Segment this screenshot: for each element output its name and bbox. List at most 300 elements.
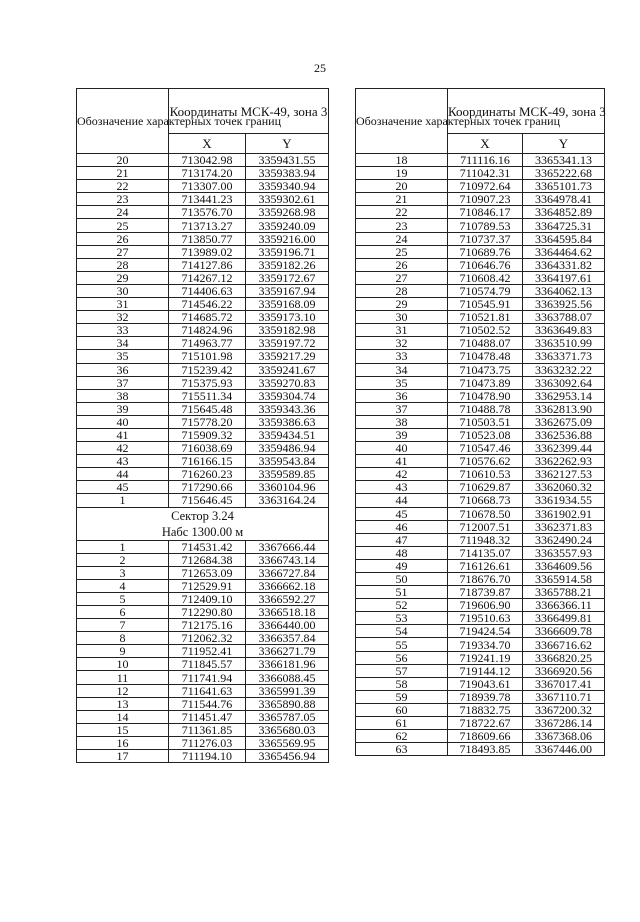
- coord-x: 711641.63: [169, 684, 246, 697]
- coord-x: 713713.27: [169, 219, 246, 232]
- table-row: [77, 736, 329, 749]
- coord-y: 3359182.98: [246, 324, 329, 337]
- coord-x: 715511.34: [169, 389, 246, 402]
- coord-x: 712684.38: [169, 553, 246, 566]
- table-row: [77, 494, 329, 507]
- point-number: 48: [356, 546, 448, 559]
- coord-x: 710547.46: [448, 442, 523, 455]
- coord-x: 710521.81: [448, 311, 523, 324]
- coord-y: 3364331.82: [523, 258, 605, 271]
- coord-y: 3359270.83: [246, 376, 329, 389]
- point-number: 53: [356, 612, 448, 625]
- coord-x: 715778.20: [169, 415, 246, 428]
- coord-y: 3359197.72: [246, 337, 329, 350]
- point-number: 10: [77, 658, 169, 671]
- coord-y: 3359304.74: [246, 389, 329, 402]
- table-row: [356, 167, 605, 180]
- coord-y: 3359196.71: [246, 245, 329, 258]
- point-number: 28: [77, 258, 169, 271]
- coord-x: 712409.10: [169, 592, 246, 605]
- point-number: 18: [356, 154, 448, 167]
- table-row: [77, 468, 329, 481]
- table-row: [77, 389, 329, 402]
- coord-x: 710473.75: [448, 363, 523, 376]
- coord-y: 3366088.45: [246, 671, 329, 684]
- table-row: [356, 612, 605, 625]
- coord-x: 719043.61: [448, 677, 523, 690]
- point-number: 19: [356, 167, 448, 180]
- coord-y: 3362675.09: [523, 415, 605, 428]
- header-y-label: Y: [523, 134, 605, 154]
- coord-x: 711194.10: [169, 750, 246, 763]
- table-row: [356, 337, 605, 350]
- coord-y: 3365341.13: [523, 154, 605, 167]
- point-number: 11: [77, 671, 169, 684]
- table-row: [356, 690, 605, 703]
- header-point-label: Обозначение характерных точек границ: [356, 89, 448, 154]
- point-number: 59: [356, 690, 448, 703]
- coord-y: 3366662.18: [246, 579, 329, 592]
- point-number: 5: [77, 592, 169, 605]
- point-number: 43: [356, 481, 448, 494]
- table-row: [356, 311, 605, 324]
- coord-x: 718609.66: [448, 730, 523, 743]
- coord-x: 710576.62: [448, 455, 523, 468]
- point-number: 35: [356, 376, 448, 389]
- table-row: [77, 750, 329, 763]
- point-number: 4: [77, 579, 169, 592]
- coord-y: 3364978.41: [523, 193, 605, 206]
- table-row: [356, 232, 605, 245]
- table-row: [77, 632, 329, 645]
- point-number: 33: [356, 350, 448, 363]
- point-number: 17: [77, 750, 169, 763]
- table-row: [356, 546, 605, 559]
- point-number: 40: [77, 415, 169, 428]
- table-row: [356, 193, 605, 206]
- header-coords-label: Координаты МСК-49, зона 3: [169, 89, 329, 134]
- coord-y: 3363649.83: [523, 324, 605, 337]
- point-number: 55: [356, 638, 448, 651]
- coord-y: 3359173.10: [246, 311, 329, 324]
- coord-y: 3366518.18: [246, 606, 329, 619]
- coord-x: 718676.70: [448, 573, 523, 586]
- coord-y: 3362060.32: [523, 481, 605, 494]
- coord-x: 713307.00: [169, 180, 246, 193]
- table-row: [77, 671, 329, 684]
- point-number: 54: [356, 625, 448, 638]
- coord-y: 3367110.71: [523, 690, 605, 703]
- header-coords-label: Координаты МСК-49, зона 3: [448, 89, 605, 134]
- coord-y: 3366920.56: [523, 664, 605, 677]
- page-number: 25: [314, 61, 326, 75]
- coord-x: 710907.23: [448, 193, 523, 206]
- coord-x: 711361.85: [169, 723, 246, 736]
- coord-y: 3359241.67: [246, 363, 329, 376]
- table-row: [356, 573, 605, 586]
- table-row: [356, 180, 605, 193]
- coord-x: 710545.91: [448, 298, 523, 311]
- coord-y: 3363371.73: [523, 350, 605, 363]
- coord-x: 716126.61: [448, 559, 523, 572]
- coord-x: 714135.07: [448, 546, 523, 559]
- point-number: 29: [356, 298, 448, 311]
- point-number: 23: [356, 219, 448, 232]
- point-number: 45: [356, 507, 448, 520]
- coord-y: 3363510.99: [523, 337, 605, 350]
- table-row: [77, 619, 329, 632]
- table-row: [356, 415, 605, 428]
- coord-x: 712175.16: [169, 619, 246, 632]
- point-number: 7: [77, 619, 169, 632]
- table-row: [356, 271, 605, 284]
- coord-x: 711042.31: [448, 167, 523, 180]
- point-number: 29: [77, 271, 169, 284]
- coord-y: 3359168.09: [246, 298, 329, 311]
- table-row: [77, 271, 329, 284]
- table-row: [77, 363, 329, 376]
- coord-x: 710502.52: [448, 324, 523, 337]
- table-row: [77, 428, 329, 441]
- table-row: [77, 167, 329, 180]
- coord-x: 710478.90: [448, 389, 523, 402]
- table-row: [77, 697, 329, 710]
- point-number: 9: [77, 645, 169, 658]
- table-row: [356, 638, 605, 651]
- point-number: 24: [77, 206, 169, 219]
- coord-y: 3366609.78: [523, 625, 605, 638]
- coord-x: 719424.54: [448, 625, 523, 638]
- coord-x: 710608.42: [448, 271, 523, 284]
- coord-y: 3360104.96: [246, 481, 329, 494]
- coord-x: 719144.12: [448, 664, 523, 677]
- coord-y: 3365788.21: [523, 586, 605, 599]
- table-row: [356, 651, 605, 664]
- coord-x: 712290.80: [169, 606, 246, 619]
- table-row: [77, 311, 329, 324]
- coord-x: 713174.20: [169, 167, 246, 180]
- table-row: [356, 376, 605, 389]
- coord-y: 3362536.88: [523, 428, 605, 441]
- table-row: [356, 389, 605, 402]
- right-table-body: [356, 154, 605, 756]
- table-row: [77, 298, 329, 311]
- coord-y: 3366716.62: [523, 638, 605, 651]
- point-number: 34: [356, 363, 448, 376]
- table-row: [356, 219, 605, 232]
- point-number: 27: [77, 245, 169, 258]
- table-row: [77, 553, 329, 566]
- coord-y: 3359240.09: [246, 219, 329, 232]
- table-row: [356, 703, 605, 716]
- coord-x: 719606.90: [448, 599, 523, 612]
- coord-x: 715375.93: [169, 376, 246, 389]
- table-row: [77, 350, 329, 363]
- coord-x: 710488.07: [448, 337, 523, 350]
- table-row: [77, 566, 329, 579]
- table-row: [77, 579, 329, 592]
- table-row: [77, 442, 329, 455]
- coord-x: 712529.91: [169, 579, 246, 592]
- table-row: [356, 428, 605, 441]
- point-number: 31: [356, 324, 448, 337]
- coord-y: 3359302.61: [246, 193, 329, 206]
- coord-x: 710488.78: [448, 402, 523, 415]
- coord-x: 712653.09: [169, 566, 246, 579]
- coord-x: 714531.42: [169, 540, 246, 553]
- coord-y: 3362953.14: [523, 389, 605, 402]
- coord-y: 3363164.24: [246, 494, 329, 507]
- table-row: [356, 455, 605, 468]
- point-number: 26: [77, 232, 169, 245]
- point-number: 57: [356, 664, 448, 677]
- coord-y: 3365680.03: [246, 723, 329, 736]
- table-row: [356, 402, 605, 415]
- point-number: 61: [356, 717, 448, 730]
- coord-y: 3362371.83: [523, 520, 605, 533]
- coord-x: 718493.85: [448, 743, 523, 756]
- coord-x: 714824.96: [169, 324, 246, 337]
- coord-y: 3365890.88: [246, 697, 329, 710]
- coord-x: 711451.47: [169, 710, 246, 723]
- point-number: 47: [356, 533, 448, 546]
- coord-x: 711948.32: [448, 533, 523, 546]
- table-row: [77, 402, 329, 415]
- header-y-label: Y: [246, 134, 329, 154]
- point-number: 20: [356, 180, 448, 193]
- table-row: [356, 677, 605, 690]
- point-number: 63: [356, 743, 448, 756]
- coord-x: 715239.42: [169, 363, 246, 376]
- table-row: [77, 284, 329, 297]
- coord-x: 713441.23: [169, 193, 246, 206]
- coord-x: 716166.15: [169, 455, 246, 468]
- coord-x: 710737.37: [448, 232, 523, 245]
- table-row: [77, 723, 329, 736]
- point-number: 33: [77, 324, 169, 337]
- table-row: [77, 645, 329, 658]
- point-number: 44: [356, 494, 448, 507]
- point-number: 45: [77, 481, 169, 494]
- coord-y: 3367368.06: [523, 730, 605, 743]
- point-number: 36: [356, 389, 448, 402]
- header-x-label: X: [169, 134, 246, 154]
- point-number: 56: [356, 651, 448, 664]
- coord-x: 710473.89: [448, 376, 523, 389]
- table-row: [77, 606, 329, 619]
- coordinates-table-right: [355, 88, 605, 756]
- table-row: [356, 324, 605, 337]
- coord-x: 711544.76: [169, 697, 246, 710]
- coord-y: 3364197.61: [523, 271, 605, 284]
- point-number: 32: [356, 337, 448, 350]
- coord-y: 3362262.93: [523, 455, 605, 468]
- coord-x: 710678.50: [448, 507, 523, 520]
- point-number: 8: [77, 632, 169, 645]
- table-row: [77, 206, 329, 219]
- table-row: [356, 599, 605, 612]
- table-row: [77, 684, 329, 697]
- coord-x: 717290.66: [169, 481, 246, 494]
- point-number: 16: [77, 736, 169, 749]
- coord-y: 3364725.31: [523, 219, 605, 232]
- point-number: 24: [356, 232, 448, 245]
- table-row: [356, 350, 605, 363]
- coord-y: 3365456.94: [246, 750, 329, 763]
- coord-x: 710846.17: [448, 206, 523, 219]
- coord-x: 716038.69: [169, 442, 246, 455]
- coord-x: 712007.51: [448, 520, 523, 533]
- coord-y: 3365569.95: [246, 736, 329, 749]
- coord-x: 719241.19: [448, 651, 523, 664]
- point-number: 13: [77, 697, 169, 710]
- table-row: [356, 258, 605, 271]
- point-number: 6: [77, 606, 169, 619]
- coord-y: 3362127.53: [523, 468, 605, 481]
- table-row: [356, 730, 605, 743]
- coord-y: 3365787.05: [246, 710, 329, 723]
- table-row: [77, 592, 329, 605]
- point-number: 23: [77, 193, 169, 206]
- point-number: 28: [356, 284, 448, 297]
- table-row: [356, 363, 605, 376]
- coord-x: 719334.70: [448, 638, 523, 651]
- coord-x: 711116.16: [448, 154, 523, 167]
- point-number: 12: [77, 684, 169, 697]
- point-number: 44: [77, 468, 169, 481]
- point-number: 41: [356, 455, 448, 468]
- coord-y: 3361934.55: [523, 494, 605, 507]
- coord-y: 3364595.84: [523, 232, 605, 245]
- point-number: 30: [356, 311, 448, 324]
- coord-x: 712062.32: [169, 632, 246, 645]
- coord-y: 3367666.44: [246, 540, 329, 553]
- point-number: 20: [77, 154, 169, 167]
- point-number: 30: [77, 284, 169, 297]
- table-row: [356, 559, 605, 572]
- coord-x: 710503.51: [448, 415, 523, 428]
- table-row: [77, 154, 329, 167]
- sector-block: [77, 507, 329, 540]
- coord-y: 3359343.36: [246, 402, 329, 415]
- point-number: 32: [77, 311, 169, 324]
- coord-y: 3366820.25: [523, 651, 605, 664]
- coord-x: 718739.87: [448, 586, 523, 599]
- coord-y: 3364464.62: [523, 245, 605, 258]
- point-number: 31: [77, 298, 169, 311]
- coord-x: 714963.77: [169, 337, 246, 350]
- table-row: [356, 586, 605, 599]
- point-number: 38: [77, 389, 169, 402]
- point-number: 36: [77, 363, 169, 376]
- table-row: [356, 507, 605, 520]
- coord-x: 714685.72: [169, 311, 246, 324]
- coord-y: 3359182.26: [246, 258, 329, 271]
- sector-height: Набс 1300.00 м: [77, 524, 329, 541]
- table-row: [77, 219, 329, 232]
- coord-x: 713989.02: [169, 245, 246, 258]
- coord-x: 713850.77: [169, 232, 246, 245]
- coord-x: 711741.94: [169, 671, 246, 684]
- coord-x: 711952.41: [169, 645, 246, 658]
- coord-y: 3366592.27: [246, 592, 329, 605]
- coord-y: 3364609.56: [523, 559, 605, 572]
- point-number: 39: [356, 428, 448, 441]
- coord-x: 714267.12: [169, 271, 246, 284]
- table-row: [77, 710, 329, 723]
- point-number: 25: [77, 219, 169, 232]
- coord-x: 710574.79: [448, 284, 523, 297]
- point-number: 51: [356, 586, 448, 599]
- coord-y: 3366743.14: [246, 553, 329, 566]
- point-number: 21: [356, 193, 448, 206]
- coord-y: 3363788.07: [523, 311, 605, 324]
- coord-y: 3364852.89: [523, 206, 605, 219]
- table-row: [77, 324, 329, 337]
- coord-x: 716260.23: [169, 468, 246, 481]
- table-row: [77, 658, 329, 671]
- coord-y: 3363925.56: [523, 298, 605, 311]
- table-row: [77, 376, 329, 389]
- table-row: [356, 468, 605, 481]
- coord-x: 710610.53: [448, 468, 523, 481]
- point-number: 38: [356, 415, 448, 428]
- point-number: 43: [77, 455, 169, 468]
- point-number: 34: [77, 337, 169, 350]
- coord-x: 718939.78: [448, 690, 523, 703]
- point-number: 35: [77, 350, 169, 363]
- coord-x: 713042.98: [169, 154, 246, 167]
- point-number: 21: [77, 167, 169, 180]
- table-row: [356, 494, 605, 507]
- coord-y: 3366440.00: [246, 619, 329, 632]
- table-row: [356, 664, 605, 677]
- coord-x: 710646.76: [448, 258, 523, 271]
- coord-y: 3365914.58: [523, 573, 605, 586]
- header-point-label: Обозначение характерных точек границ: [77, 89, 169, 154]
- coord-y: 3362490.24: [523, 533, 605, 546]
- coord-x: 714127.86: [169, 258, 246, 271]
- point-number: 15: [77, 723, 169, 736]
- coord-y: 3362399.44: [523, 442, 605, 455]
- table-row: [77, 180, 329, 193]
- point-number: 2: [77, 553, 169, 566]
- table-row: [77, 415, 329, 428]
- table-row: [356, 625, 605, 638]
- point-number: 39: [77, 402, 169, 415]
- table-row: [356, 245, 605, 258]
- point-number: 52: [356, 599, 448, 612]
- table-row: [356, 533, 605, 546]
- coord-y: 3365101.73: [523, 180, 605, 193]
- coord-x: 710972.64: [448, 180, 523, 193]
- point-number: 40: [356, 442, 448, 455]
- coord-y: 3359217.29: [246, 350, 329, 363]
- coord-y: 3367017.41: [523, 677, 605, 690]
- coord-y: 3359172.67: [246, 271, 329, 284]
- point-number: 37: [77, 376, 169, 389]
- coord-x: 711276.03: [169, 736, 246, 749]
- coord-x: 710689.76: [448, 245, 523, 258]
- coord-x: 710668.73: [448, 494, 523, 507]
- coord-y: 3359268.98: [246, 206, 329, 219]
- coord-x: 715646.45: [169, 494, 246, 507]
- point-number: 25: [356, 245, 448, 258]
- coord-x: 710478.48: [448, 350, 523, 363]
- coord-y: 3363557.93: [523, 546, 605, 559]
- coord-y: 3363232.22: [523, 363, 605, 376]
- left-table-body-part2: [77, 540, 329, 763]
